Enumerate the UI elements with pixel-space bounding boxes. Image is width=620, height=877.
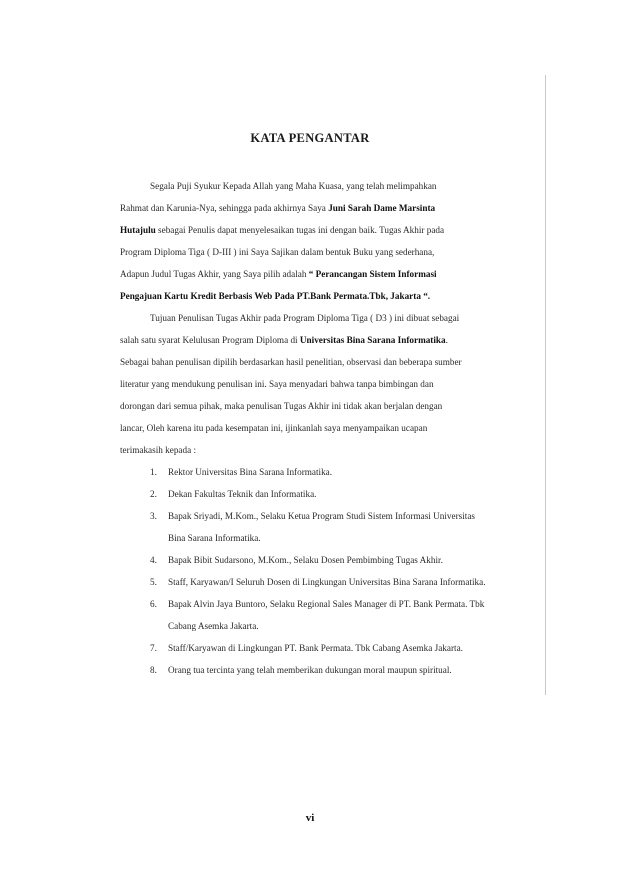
list-number: 1. xyxy=(150,467,157,477)
list-item-continuation: Bina Sarana Informatika. xyxy=(168,533,261,543)
paragraph-1-line-1: Segala Puji Syukur Kepada Allah yang Maha Kuasa, yang telah melimpahkan xyxy=(150,181,437,191)
page-title: KATA PENGANTAR xyxy=(250,131,370,145)
list-item: Bapak Bibit Sudarsono, M.Kom., Selaku Dosen Pembimbing Tugas Akhir. xyxy=(168,555,443,565)
list-item: Bapak Alvin Jaya Buntoro, Selaku Regional Sales Manager di PT. Bank Permata. Tbk xyxy=(168,599,485,609)
thesis-title-end: Pengajuan Kartu Kredit Berbasis Web Pada PT.Bank Permata.Tbk, Jakarta “. xyxy=(120,291,431,301)
paragraph-1-line-6 xyxy=(120,291,430,301)
list-number: 3. xyxy=(150,511,157,521)
list-item: Rektor Universitas Bina Sarana Informatika. xyxy=(168,467,333,477)
list-number: 7. xyxy=(150,643,157,653)
list-number: 4. xyxy=(150,555,157,565)
paragraph-2-line-3: Sebagai bahan penulisan dipilih berdasarkan hasil penelitian, observasi dan beberapa sumber xyxy=(120,357,462,367)
list-item-continuation: Cabang Asemka Jakarta. xyxy=(168,621,259,631)
list-item: Orang tua tercinta yang telah memberikan dukungan moral maupun spiritual. xyxy=(168,665,452,675)
author-surname: Hutajulu xyxy=(120,225,156,235)
paragraph-1-line-3: Hutajulu sebagai Penulis dapat menyelesaikan tugas ini dengan baik. Tugas Akhir pada xyxy=(120,225,445,235)
page-edge-line xyxy=(545,75,546,695)
list-number: 8. xyxy=(150,665,157,675)
paragraph-2-line-1: Tujuan Penulisan Tugas Akhir pada Program Diploma Tiga ( D3 ) ini dibuat sebagai xyxy=(150,313,460,323)
list-item: Staff/Karyawan di Lingkungan PT. Bank Permata. Tbk Cabang Asemka Jakarta. xyxy=(168,643,463,653)
paragraph-1-line-5: Adapun Judul Tugas Akhir, yang Saya pilih adalah “ Perancangan Sistem Informasi xyxy=(120,269,437,279)
paragraph-2-line-4: literatur yang mendukung penulisan ini. Saya menyadari bahwa tanpa bimbingan dan xyxy=(120,379,434,389)
university-name: Universitas Bina Sarana Informatika xyxy=(299,335,446,345)
paragraph-1-line-4: Program Diploma Tiga ( D-III ) ini Saya Sajikan dalam bentuk Buku yang sederhana, xyxy=(120,247,435,257)
list-item: Staff, Karyawan/I Seluruh Dosen di Lingkungan Universitas Bina Sarana Informatika. xyxy=(168,577,486,587)
list-number: 2. xyxy=(150,489,157,499)
paragraph-2-line-7: terimakasih kepada : xyxy=(120,445,197,455)
page-number: vi xyxy=(305,812,315,824)
paragraph-1-line-2: Rahmat dan Karunia-Nya, sehingga pada akhirnya Saya Juni Sarah Dame Marsinta xyxy=(120,203,436,213)
list-number: 5. xyxy=(150,577,157,587)
list-item: Bapak Sriyadi, M.Kom., Selaku Ketua Program Studi Sistem Informasi Universitas xyxy=(168,511,475,521)
thesis-title-start: “ Perancangan Sistem Informasi xyxy=(308,269,437,279)
list-item: Dekan Fakultas Teknik dan Informatika. xyxy=(168,489,317,499)
list-number: 6. xyxy=(150,599,157,609)
paragraph-2-line-6: lancar, Oleh karena itu pada kesempatan ini, ijinkanlah saya menyampaikan ucapan xyxy=(120,423,428,433)
paragraph-2-line-2: salah satu syarat Kelulusan Program Diploma di Universitas Bina Sarana Informatika. xyxy=(120,335,448,345)
author-name: Juni Sarah Dame Marsinta xyxy=(328,203,436,213)
paragraph-2-line-5: dorongan dari semua pihak, maka penulisan Tugas Akhir ini tidak akan berjalan dengan xyxy=(120,401,443,411)
